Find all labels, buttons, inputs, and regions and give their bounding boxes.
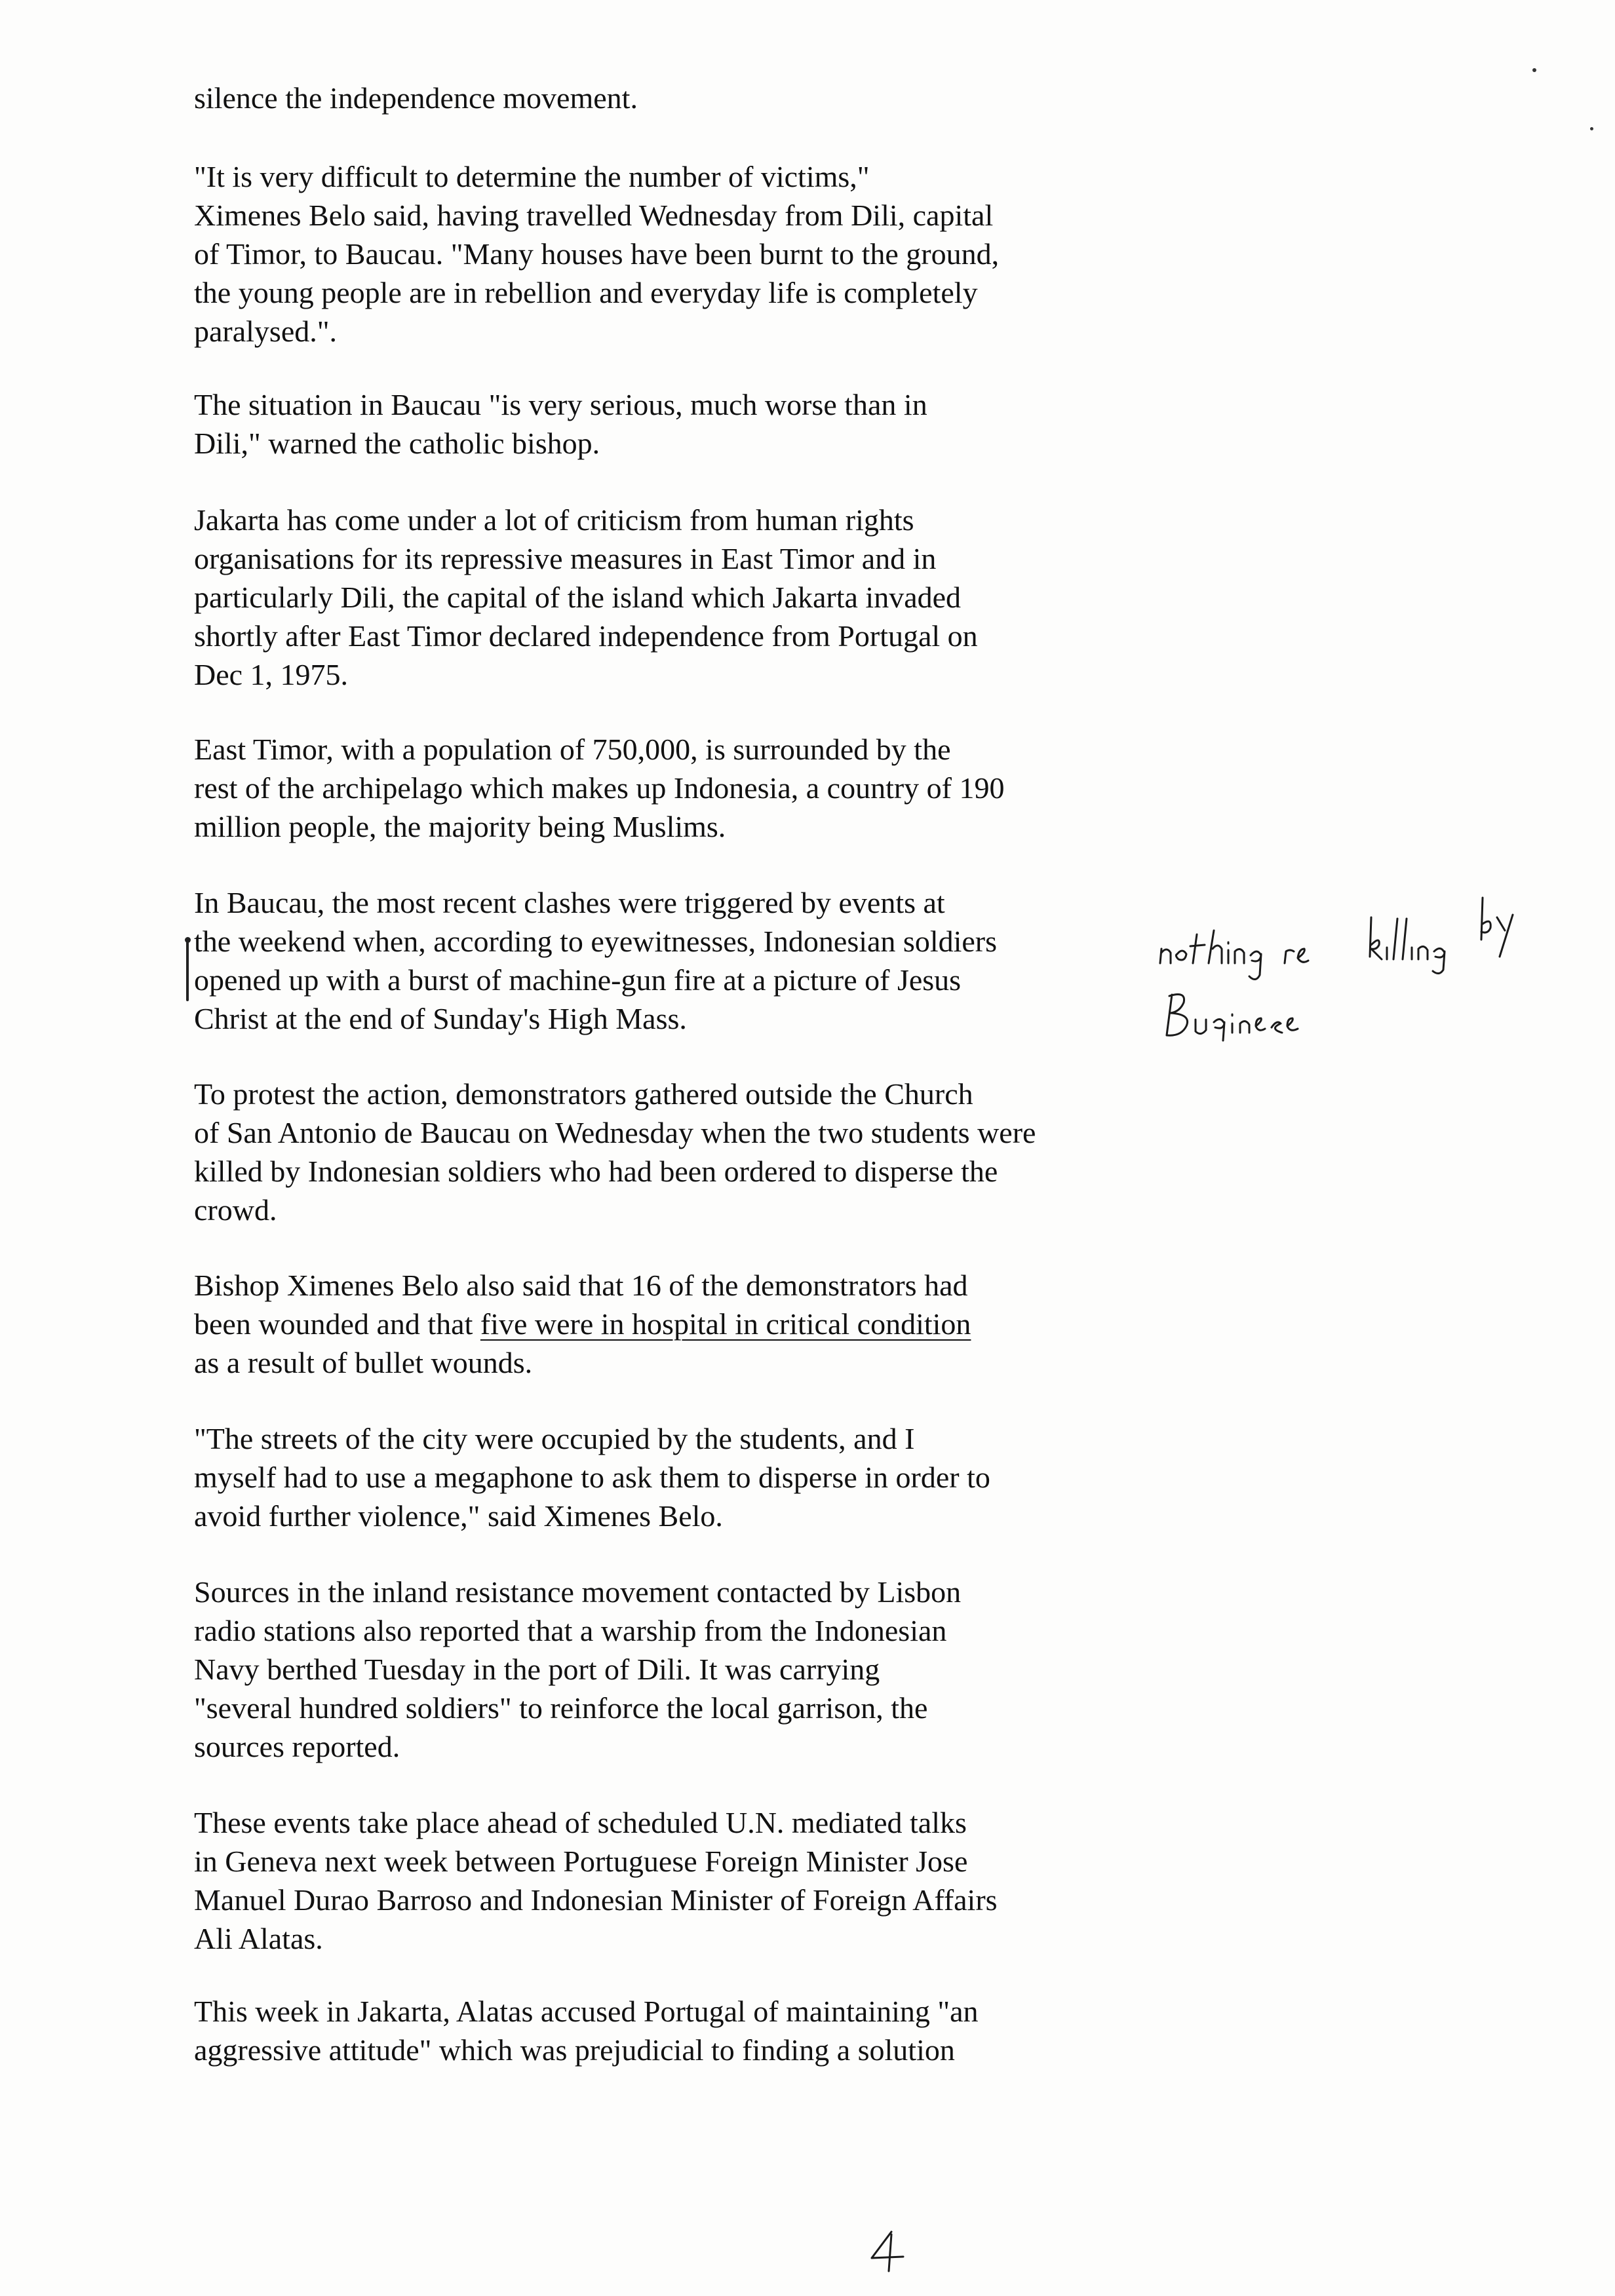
paragraph-8: [194, 1266, 971, 1382]
paragraph-7: To protest the action, demonstrators gathered outside the Church of San Antonio de Baucau on Wednesday when the two students were killed by Indonesian soldiers who had been ordered to disperse the crowd.: [194, 1077, 1036, 1227]
page-number-4: [863, 2228, 915, 2274]
paragraph-8-tail: as a result of bullet wounds.: [194, 1346, 533, 1379]
paragraph-6: In Baucau, the most recent clashes were triggered by events at the weekend when, according to eyewitnesses, Indonesian soldiers opened up with a burst of machine-gun fire at a picture of Jesus Christ at the end of Sunday's High Mass.: [194, 886, 998, 1035]
paragraph-3: The situation in Baucau "is very serious, much worse than in Dili," warned the catholic bishop.: [194, 388, 927, 460]
scan-speck: [1532, 68, 1536, 72]
paragraph-5: East Timor, with a population of 750,000, is surrounded by the rest of the archipelago which makes up Indonesia, a country of 190 million people, the majority being Muslims.: [194, 733, 1005, 843]
scan-speck: [1590, 127, 1593, 130]
paragraph-9: "The streets of the city were occupied by the students, and I myself had to use a megaphone to ask them to disperse in order to avoid further violence," said Ximenes Belo.: [194, 1422, 990, 1533]
paragraph-12: This week in Jakarta, Alatas accused Portugal of maintaining "an aggressive attitude" which was prejudicial to finding a solution: [194, 1995, 979, 2067]
paragraph-1: silence the independence movement.: [194, 81, 638, 115]
paragraph-4: Jakarta has come under a lot of criticism from human rights organisations for its repressive measures in East Timor and in particularly Dili, the capital of the island which Jakarta invaded shortly after East Timor declared independence from Portugal on Dec 1, 1975.: [194, 503, 978, 691]
paragraph-11: These events take place ahead of scheduled U.N. mediated talks in Geneva next week between Portuguese Foreign Minister Jose Manuel Durao Barroso and Indonesian Minister of Foreign Affairs Ali Alatas.: [194, 1806, 998, 1955]
margin-bar: [186, 941, 189, 1001]
paragraph-2: "It is very difficult to determine the number of victims," Ximenes Belo said, having travelled Wednesday from Dili, capital of Timor, to Baucau. "Many houses have been burnt to the ground, the young people are in rebellion and everyday life is completely paralysed.".: [194, 160, 1000, 348]
paragraph-8-lead: Bishop Ximenes Belo also said that 16 of the demonstrators had been wounded and that: [194, 1269, 968, 1341]
handwritten-note: [1154, 871, 1547, 1042]
paragraph-10: Sources in the inland resistance movement contacted by Lisbon radio stations also reported that a warship from the Indonesian Navy berthed Tuesday in the port of Dili. It was carrying "several hundred soldiers" to reinforce the local garrison, the sources reported.: [194, 1575, 962, 1763]
underlined-phrase: five were in hospital in critical condition: [480, 1307, 971, 1341]
